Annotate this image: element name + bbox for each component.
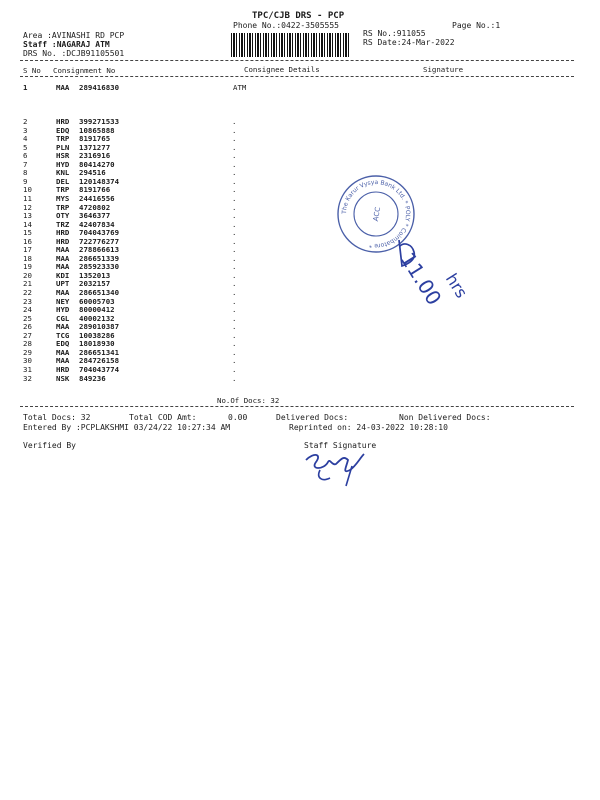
row-marker: . [232,305,237,315]
row-code: NEY [56,296,70,306]
row-marker: . [232,228,237,238]
row-code: TRZ [56,219,70,229]
row-sno: 12 [23,202,32,212]
row-marker: . [232,245,237,255]
row-marker: . [232,202,237,212]
area-label: Area :AVINASHI RD PCP [23,31,125,40]
reprinted-on: Reprinted on: 24-03-2022 10:28:10 [289,423,448,432]
handwritten-time: 11.00 [395,248,447,310]
table-row [0,374,600,383]
row-consignee: ATM [233,83,247,92]
row-number: 60005703 [79,296,115,306]
delivered-docs: Delivered Docs: [276,413,349,422]
row-number: 8191765 [79,134,111,144]
row-marker: . [232,219,237,229]
divider [20,76,574,77]
row-sno: 13 [23,211,32,221]
barcode [231,33,351,57]
stamp-ring-text: The Karur Vysya Bank Ltd. * POLY * Coimbatore * [340,178,412,250]
no-of-docs: No.Of Docs: 32 [217,396,280,405]
total-cod-label: Total COD Amt: [129,413,197,422]
row-code: PLN [56,142,70,152]
row-number: 704043774 [79,364,120,374]
staff-signature-label: Staff Signature [304,441,377,450]
row-marker: . [232,270,237,280]
row-sno: 27 [23,330,32,340]
row-number: 80414270 [79,159,115,169]
handwritten-suffix: hrs [441,270,472,302]
row-number: 40002132 [79,313,115,323]
row-marker: . [232,373,237,383]
row-sno: 28 [23,339,32,349]
row-marker: . [232,322,237,332]
phone-number: Phone No.:0422-3505555 [233,21,339,30]
row-sno: 23 [23,296,32,306]
row-number: 286651341 [79,347,120,357]
row-code: MYS [56,193,70,203]
row-sno: 7 [23,159,28,169]
row-sno: 4 [23,134,28,144]
row-code: NSK [56,373,70,383]
row-sno: 22 [23,288,32,297]
row-marker: . [232,134,237,144]
row-code: TCG [56,330,70,340]
row-sno: 15 [23,228,32,238]
row-sno: 5 [23,142,28,152]
row-number: 294516 [79,168,106,178]
row-code: HRD [56,228,70,238]
row-sno: 19 [23,262,32,272]
row-sno: 9 [23,176,28,186]
row-marker: . [232,347,237,357]
row-number: 120148374 [79,176,120,186]
entered-by: Entered By :PCPLAKSHMI 03/24/22 10:27:34 AM [23,423,231,432]
rs-date: RS Date:24-Mar-2022 [363,38,455,47]
column-header-consignee: Consignee Details [244,65,320,74]
row-number: 24416556 [79,193,115,203]
row-marker: . [232,117,237,126]
row-code: HSR [56,151,70,161]
row-marker: . [232,279,237,289]
row-sno: 3 [23,125,28,135]
row-sno: 10 [23,185,32,195]
page-number: Page No.:1 [452,21,501,30]
staff-label: Staff :NAGARAJ ATM [23,40,110,49]
row-number: 284726158 [79,356,120,366]
row-number: 704043769 [79,228,120,238]
row-code: CGL [56,313,70,323]
row-marker: . [232,356,237,366]
row-marker: . [232,339,237,349]
row-number: 4720802 [79,202,111,212]
row-sno: 6 [23,151,28,161]
total-cod-value: 0.00 [228,413,248,422]
row-code: MAA [56,262,70,272]
row-marker: . [232,313,237,323]
row-code: MAA [56,253,70,263]
total-docs: Total Docs: 32 [23,413,91,422]
row-number: 278866613 [79,245,120,255]
row-number: 286651340 [79,288,120,297]
row-number: 289416830 [79,83,120,92]
row-code: MAA [56,356,70,366]
row-sno: 32 [23,373,32,383]
row-marker: . [232,364,237,374]
row-code: KDI [56,270,70,280]
row-sno: 24 [23,305,32,315]
row-code: DEL [56,176,70,186]
row-number: 286651339 [79,253,120,263]
row-code: EDQ [56,339,70,349]
row-code: MAA [56,83,70,92]
non-delivered-docs: Non Delivered Docs: [399,413,491,422]
row-code: MAA [56,322,70,332]
row-marker: . [232,193,237,203]
row-number: 3646377 [79,211,111,221]
row-code: HRD [56,117,70,126]
row-code: TRP [56,185,70,195]
row-sno: 17 [23,245,32,255]
row-marker: . [232,159,237,169]
row-number: 849236 [79,373,106,383]
row-number: 10038286 [79,330,115,340]
row-marker: . [232,125,237,135]
row-marker: . [232,176,237,186]
row-code: TRP [56,202,70,212]
row-sno: 21 [23,279,32,289]
table-row [0,83,600,92]
row-sno: 30 [23,356,32,366]
row-marker: . [232,296,237,306]
row-code: HRD [56,236,70,246]
column-header-consignment: Consignment No [53,66,116,75]
row-code: HYD [56,305,70,315]
row-number: 722776277 [79,236,120,246]
row-marker: . [232,288,237,297]
row-code: MAA [56,288,70,297]
row-number: 80000412 [79,305,115,315]
row-sno: 1 [23,83,28,92]
document-title: TPC/CJB DRS - PCP [252,11,345,21]
row-marker: . [232,142,237,152]
verified-by: Verified By [23,441,76,450]
row-number: 399271533 [79,117,120,126]
divider [20,406,574,407]
row-sno: 29 [23,347,32,357]
row-marker: . [232,262,237,272]
row-sno: 11 [23,193,32,203]
row-number: 10865888 [79,125,115,135]
row-sno: 14 [23,219,32,229]
row-sno: 18 [23,253,32,263]
row-marker: . [232,168,237,178]
row-code: OTY [56,211,70,221]
rs-number: RS No.:911055 [363,29,426,38]
row-number: 285923330 [79,262,120,272]
row-marker: . [232,330,237,340]
drs-number: DRS No. :DCJB91105501 [23,49,125,58]
row-number: 289010387 [79,322,120,332]
row-marker: . [232,253,237,263]
row-sno: 8 [23,168,28,178]
row-number: 8191766 [79,185,111,195]
row-code: HYD [56,159,70,169]
row-marker: . [232,185,237,195]
column-header-signature: Signature [423,65,464,74]
staff-signature [302,448,374,490]
row-marker: . [232,211,237,221]
row-code: TRP [56,134,70,144]
row-sno: 20 [23,270,32,280]
row-number: 2032157 [79,279,111,289]
column-header-sno: S No [23,66,41,75]
row-code: HRD [56,364,70,374]
row-marker: . [232,236,237,246]
row-code: MAA [56,245,70,255]
row-number: 18018930 [79,339,115,349]
row-number: 2316916 [79,151,111,161]
row-number: 1352013 [79,270,111,280]
row-number: 1371277 [79,142,111,152]
row-code: EDQ [56,125,70,135]
row-code: MAA [56,347,70,357]
row-sno: 2 [23,117,28,126]
row-sno: 26 [23,322,32,332]
row-code: UPT [56,279,70,289]
row-number: 42407834 [79,219,115,229]
row-sno: 16 [23,236,32,246]
divider [20,60,574,61]
row-sno: 25 [23,313,32,323]
row-marker: . [232,151,237,161]
row-sno: 31 [23,364,32,374]
stamp-center-text: ACC [371,206,383,222]
row-code: KNL [56,168,70,178]
